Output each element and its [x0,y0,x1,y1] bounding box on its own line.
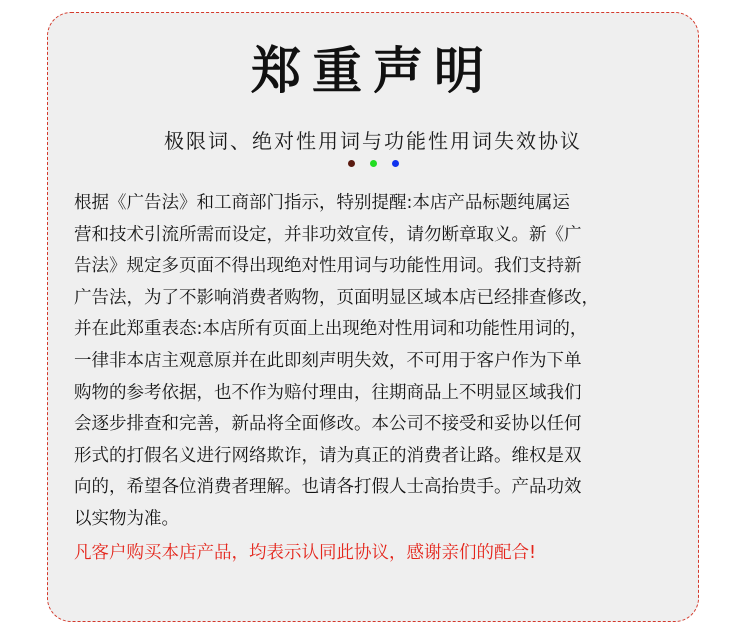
dot-dark-red [348,160,355,167]
body-line: 根据《广告法》和工商部门指示，特别提醒:本店产品标题纯属运 [74,193,570,213]
subtitle: 极限词、绝对性用词与功能性用词失效协议 [164,129,582,153]
declaration-body [74,188,684,569]
body-line: 营和技术引流所需而设定，并非功效宣传，请勿断章取义。新《广 [74,224,582,245]
decorative-dots [48,160,698,168]
body-line: 广告法，为了不影响消费者购物，页面明显区域本店已经排查修改， [74,287,599,308]
body-line: 一律非本店主观意原并在此即刻声明失效，不可用于客户作为下单 [74,350,582,371]
body-line: 告法》规定多页面不得出现绝对性用词与功能性用词。我们支持新 [74,256,582,277]
dot-green [370,160,377,167]
agreement-notice: 凡客户购买本店产品，均表示认同此协议，感谢亲们的配合! [74,542,537,563]
body-line: 会逐步排查和完善，新品将全面修改。本公司不接受和妥协以任何 [74,414,582,435]
declaration-card [47,12,699,622]
body-line: 并在此郑重表态:本店所有页面上出现绝对性用词和功能性用词的， [74,319,588,340]
dot-blue [392,160,399,167]
body-line: 形式的打假名义进行网络欺诈，请为真正的消费者让路。维权是双 [74,445,582,466]
page-title: 郑重声明 [251,42,495,100]
body-line: 以实物为准。 [74,508,179,529]
body-line: 向的，希望各位消费者理解。也请各打假人士高抬贵手。产品功效 [74,477,582,498]
body-line: 购物的参考依据，也不作为赔付理由，往期商品上不明显区域我们 [74,382,582,403]
